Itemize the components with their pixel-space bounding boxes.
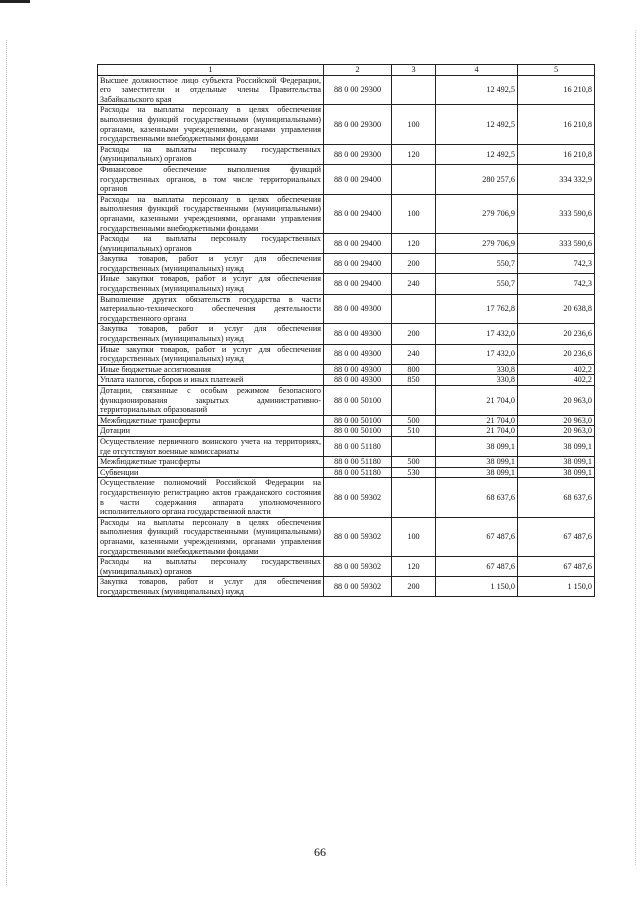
row-value-1-cell: 68 637,6 [436,478,518,517]
row-type-cell [392,478,436,517]
row-value-2-cell: 38 099,1 [518,467,595,478]
row-code-cell: 88 0 00 50100 [324,386,392,416]
row-code-cell: 88 0 00 49300 [324,344,392,364]
row-value-2-cell: 16 210,8 [518,75,595,105]
row-code-cell: 88 0 00 59302 [324,557,392,577]
budget-table [97,64,595,597]
row-value-1-cell: 21 704,0 [436,426,518,437]
row-value-1-cell: 12 492,5 [436,144,518,164]
page-number: 66 [314,845,326,859]
row-value-1-cell: 21 704,0 [436,415,518,426]
row-name-cell: Выполнение других обязательств государства в части материально-технического обеспечения деятельности государственного органа [98,294,324,324]
row-name-cell: Расходы на выплаты персоналу государственных (муниципальных) органов [98,144,324,164]
row-code-cell: 88 0 00 49300 [324,364,392,375]
row-code-cell: 88 0 00 29300 [324,75,392,105]
row-name-cell: Расходы на выплаты персоналу в целях обеспечения выполнения функций государственными (муниципальными) органами, казенными учреждениями, органами управления государственными внебюджетными фондами [98,105,324,144]
table-row [98,194,595,233]
row-value-2-cell: 20 963,0 [518,415,595,426]
row-code-cell: 88 0 00 51180 [324,436,392,456]
row-value-1-cell: 330,8 [436,375,518,386]
row-value-1-cell: 17 762,8 [436,294,518,324]
row-value-2-cell: 16 210,8 [518,144,595,164]
row-value-2-cell: 20 236,6 [518,344,595,364]
row-value-2-cell: 20 236,6 [518,324,595,344]
row-value-2-cell: 334 332,9 [518,164,595,194]
header-col-5: 5 [518,65,595,76]
row-type-cell [392,436,436,456]
header-col-2: 2 [324,65,392,76]
row-value-2-cell: 333 590,6 [518,194,595,233]
row-value-2-cell: 333 590,6 [518,234,595,254]
row-name-cell: Закупка товаров, работ и услуг для обеспечения государственных (муниципальных) нужд [98,577,324,597]
row-name-cell: Осуществление первичного воинского учета на территориях, где отсутствуют военные комиссариаты [98,436,324,456]
row-value-1-cell: 12 492,5 [436,105,518,144]
row-value-1-cell: 279 706,9 [436,234,518,254]
table-row [98,517,595,556]
row-value-1-cell: 17 432,0 [436,344,518,364]
table-row [98,105,595,144]
row-code-cell: 88 0 00 29400 [324,194,392,233]
row-type-cell: 800 [392,364,436,375]
table-row [98,426,595,437]
row-value-1-cell: 330,8 [436,364,518,375]
header-col-1: 1 [98,65,324,76]
row-value-2-cell: 38 099,1 [518,457,595,468]
scan-edge-left [6,40,7,885]
row-type-cell: 240 [392,274,436,294]
row-code-cell: 88 0 00 59302 [324,577,392,597]
row-name-cell: Расходы на выплаты персоналу государственных (муниципальных) органов [98,234,324,254]
row-name-cell: Осуществление полномочий Российской Федерации на государственную регистрацию актов гражданского состояния в части содержания аппарата уполномоченного исполнительного органа государственной власти [98,478,324,517]
row-type-cell: 200 [392,254,436,274]
row-type-cell: 100 [392,517,436,556]
row-value-2-cell: 67 487,6 [518,557,595,577]
row-type-cell: 530 [392,467,436,478]
row-value-1-cell: 12 492,5 [436,75,518,105]
row-code-cell: 88 0 00 59302 [324,478,392,517]
table-row [98,274,595,294]
row-name-cell: Закупка товаров, работ и услуг для обеспечения государственных (муниципальных) нужд [98,254,324,274]
row-code-cell: 88 0 00 49300 [324,294,392,324]
row-code-cell: 88 0 00 29300 [324,105,392,144]
table-row [98,144,595,164]
row-code-cell: 88 0 00 29400 [324,274,392,294]
row-code-cell: 88 0 00 59302 [324,517,392,556]
row-type-cell: 200 [392,577,436,597]
row-value-1-cell: 38 099,1 [436,436,518,456]
table-row [98,344,595,364]
header-col-3: 3 [392,65,436,76]
row-code-cell: 88 0 00 51180 [324,467,392,478]
row-name-cell: Закупка товаров, работ и услуг для обеспечения государственных (муниципальных) нужд [98,324,324,344]
row-value-2-cell: 68 637,6 [518,478,595,517]
table-body [98,75,595,597]
table-row [98,234,595,254]
row-code-cell: 88 0 00 29400 [324,164,392,194]
row-value-1-cell: 279 706,9 [436,194,518,233]
row-name-cell: Уплата налогов, сборов и иных платежей [98,375,324,386]
row-code-cell: 88 0 00 50100 [324,415,392,426]
table-row [98,164,595,194]
row-value-2-cell: 38 099,1 [518,436,595,456]
table-row [98,557,595,577]
row-type-cell: 120 [392,557,436,577]
table-row [98,415,595,426]
row-value-1-cell: 38 099,1 [436,467,518,478]
row-code-cell: 88 0 00 29300 [324,144,392,164]
row-name-cell: Расходы на выплаты персоналу в целях обеспечения выполнения функций государственными (муниципальными) органами, казенными учреждениями, органами управления государственными внебюджетными фондами [98,194,324,233]
row-type-cell: 510 [392,426,436,437]
row-type-cell: 120 [392,234,436,254]
row-value-2-cell: 402,2 [518,375,595,386]
row-name-cell: Межбюджетные трансферты [98,415,324,426]
row-type-cell: 200 [392,324,436,344]
scan-edge-mark [0,0,30,3]
row-type-cell: 100 [392,105,436,144]
table-row [98,457,595,468]
row-value-2-cell: 1 150,0 [518,577,595,597]
row-value-1-cell: 67 487,6 [436,517,518,556]
table-row [98,75,595,105]
row-name-cell: Расходы на выплаты персоналу в целях обеспечения выполнения функций государственными (муниципальными) органами, казенными учреждениями, органами управления государственными внебюджетными фондами [98,517,324,556]
row-type-cell: 240 [392,344,436,364]
row-type-cell [392,75,436,105]
table-header-row [98,65,595,76]
row-value-2-cell: 67 487,6 [518,517,595,556]
header-col-4: 4 [436,65,518,76]
row-value-2-cell: 742,3 [518,274,595,294]
row-code-cell: 88 0 00 29400 [324,234,392,254]
table-row [98,294,595,324]
table-row [98,478,595,517]
row-value-1-cell: 1 150,0 [436,577,518,597]
row-value-2-cell: 16 210,8 [518,105,595,144]
table-row [98,375,595,386]
table-row [98,467,595,478]
row-code-cell: 88 0 00 29400 [324,254,392,274]
row-type-cell: 500 [392,457,436,468]
row-value-1-cell: 280 257,6 [436,164,518,194]
row-type-cell: 120 [392,144,436,164]
table-row [98,364,595,375]
row-type-cell: 500 [392,415,436,426]
row-value-1-cell: 21 704,0 [436,386,518,416]
row-value-1-cell: 550,7 [436,254,518,274]
row-value-2-cell: 402,2 [518,364,595,375]
table-row [98,436,595,456]
row-name-cell: Межбюджетные трансферты [98,457,324,468]
row-type-cell [392,294,436,324]
row-name-cell: Иные закупки товаров, работ и услуг для обеспечения государственных (муниципальных) нужд [98,274,324,294]
row-name-cell: Финансовое обеспечение выполнения функций государственных органов, в том числе территориальных органов [98,164,324,194]
row-value-2-cell: 20 963,0 [518,426,595,437]
row-value-2-cell: 742,3 [518,254,595,274]
row-code-cell: 88 0 00 51180 [324,457,392,468]
row-name-cell: Высшее должностное лицо субъекта Российской Федерации, его заместители и отдельные члены Правительства Забайкальского края [98,75,324,105]
row-name-cell: Иные закупки товаров, работ и услуг для обеспечения государственных (муниципальных) нужд [98,344,324,364]
table-row [98,324,595,344]
row-type-cell [392,164,436,194]
table-row [98,577,595,597]
row-value-1-cell: 550,7 [436,274,518,294]
row-value-1-cell: 38 099,1 [436,457,518,468]
row-code-cell: 88 0 00 49300 [324,324,392,344]
row-value-2-cell: 20 963,0 [518,386,595,416]
row-name-cell: Субвенции [98,467,324,478]
row-value-1-cell: 17 432,0 [436,324,518,344]
row-type-cell [392,386,436,416]
table-row [98,254,595,274]
row-value-2-cell: 20 638,8 [518,294,595,324]
row-name-cell: Дотации [98,426,324,437]
row-name-cell: Расходы на выплаты персоналу государственных (муниципальных) органов [98,557,324,577]
row-code-cell: 88 0 00 50100 [324,426,392,437]
row-code-cell: 88 0 00 49300 [324,375,392,386]
scan-edge-right [635,30,636,865]
row-name-cell: Дотации, связанные с особым режимом безопасного функционирования закрытых административно-территориальных образований [98,386,324,416]
row-type-cell: 100 [392,194,436,233]
row-value-1-cell: 67 487,6 [436,557,518,577]
table-row [98,386,595,416]
row-name-cell: Иные бюджетные ассигнования [98,364,324,375]
row-type-cell: 850 [392,375,436,386]
